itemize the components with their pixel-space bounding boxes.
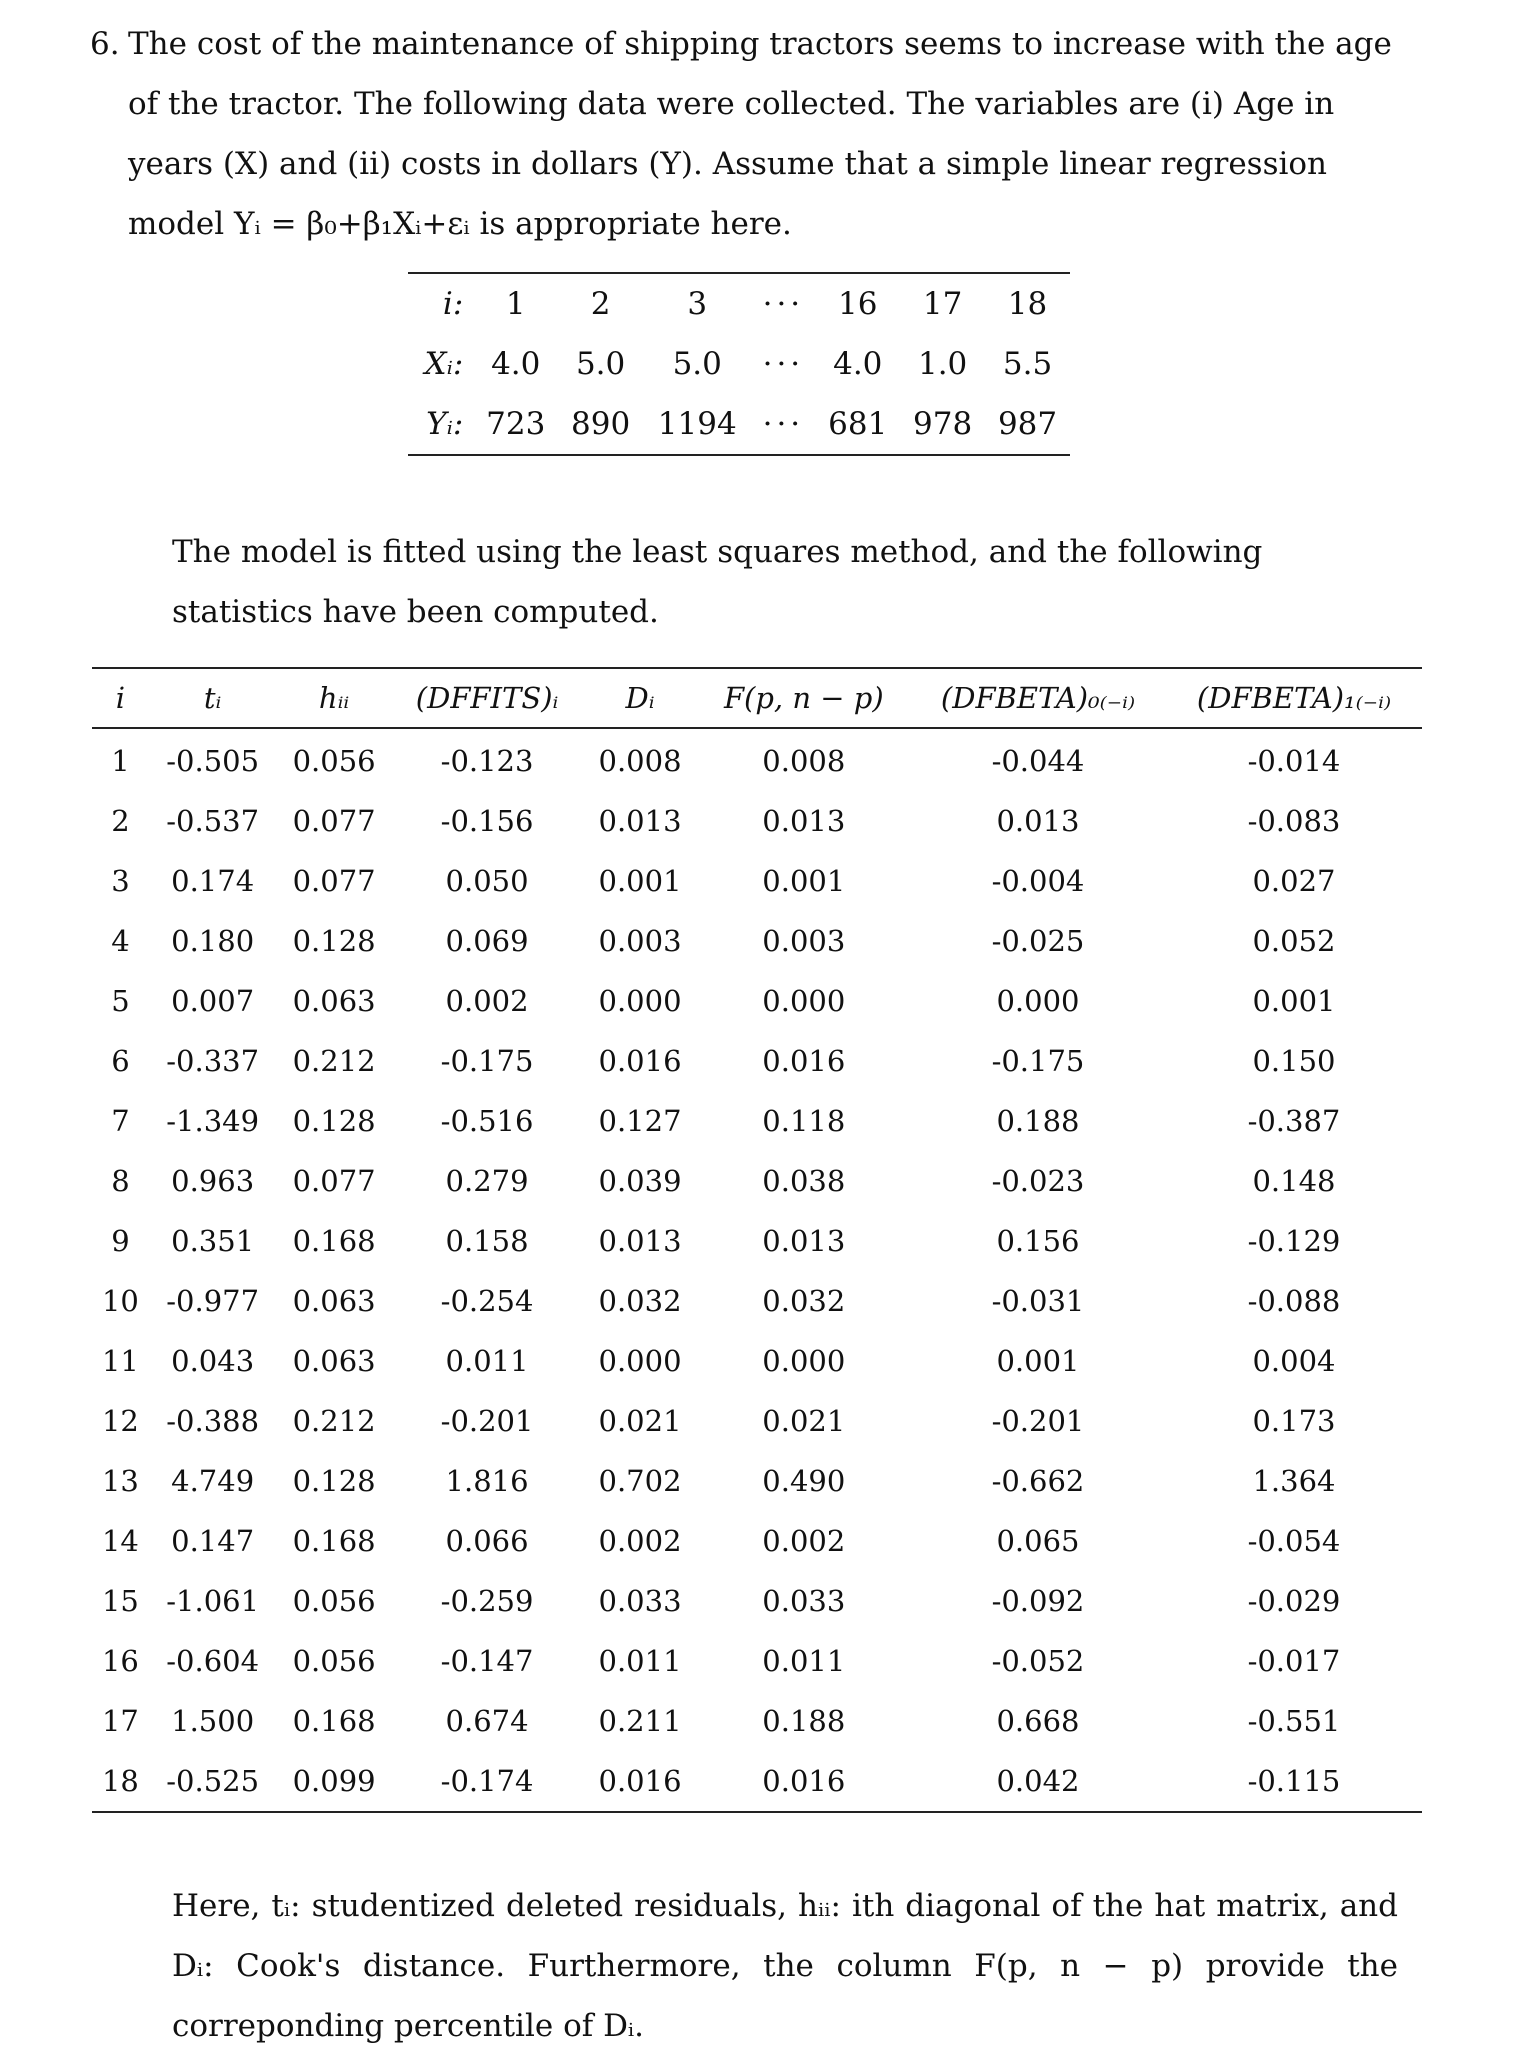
data-cell: ··· [762, 286, 805, 322]
data-cell: 723 [486, 406, 546, 442]
table-cell: -0.052 [991, 1644, 1085, 1678]
table-cell: 0.056 [292, 1584, 376, 1618]
table-cell: 0.021 [762, 1404, 846, 1438]
table-cell: -0.088 [1247, 1284, 1341, 1318]
table-cell: 5 [111, 984, 130, 1018]
table-cell: -0.123 [440, 744, 534, 778]
table-row [92, 791, 1422, 851]
table-cell: 0.156 [996, 1224, 1080, 1258]
table-cell: 0.128 [292, 1104, 376, 1138]
table-cell: 0.002 [598, 1524, 682, 1558]
data-cell: 2 [590, 286, 611, 322]
data-cell: 5.5 [1002, 346, 1053, 382]
table-cell: -0.129 [1247, 1224, 1341, 1258]
table-cell: 0.001 [762, 864, 846, 898]
table-row [92, 1091, 1422, 1151]
table-cell: 0.011 [762, 1644, 846, 1678]
table-cell: 0.001 [1252, 984, 1336, 1018]
table-cell: 0.003 [598, 924, 682, 958]
table-cell: 12 [101, 1404, 139, 1438]
problem-statement [90, 14, 1398, 254]
column-header: tᵢ [203, 681, 222, 715]
table-cell: 0.063 [292, 1344, 376, 1378]
table-cell: 7 [111, 1104, 130, 1138]
table-cell: 0.077 [292, 1164, 376, 1198]
table-cell: 1 [111, 744, 130, 778]
table-cell: 9 [111, 1224, 130, 1258]
data-cell: 4.0 [833, 346, 883, 382]
data-cell: 987 [997, 406, 1058, 442]
data-cell: 681 [828, 406, 888, 442]
table-cell: 0.168 [292, 1224, 376, 1258]
table-cell: 0.279 [445, 1164, 529, 1198]
table-cell: 0.039 [598, 1164, 682, 1198]
table-cell: 0.188 [996, 1104, 1080, 1138]
table-cell: 0.077 [292, 804, 376, 838]
data-cell: ··· [762, 346, 805, 382]
problem-text: The cost of the maintenance of shipping tractors seems to increase with the age of the tractor. The following data were collected. The variables are (i) Age in years (X) and (ii) costs in dollars (Y). Assume that a simple linear regression model Yᵢ = β₀+β₁Xᵢ+εᵢ is appropriate here. [128, 26, 1392, 242]
table-cell: -0.516 [440, 1104, 534, 1138]
table-cell: 0.013 [598, 804, 682, 838]
table-cell: 0.963 [171, 1164, 255, 1198]
table-cell: -0.115 [1247, 1764, 1341, 1798]
data-cell: 1.0 [917, 346, 968, 382]
table-cell: 0.000 [762, 1344, 846, 1378]
table-cell: 0.000 [598, 984, 682, 1018]
table-cell: 0.668 [996, 1704, 1080, 1738]
table-cell: 0.490 [762, 1464, 846, 1498]
table-cell: 0.118 [762, 1104, 846, 1138]
table-row [92, 1571, 1422, 1631]
table-cell: 0.150 [1252, 1044, 1336, 1078]
table-row [92, 1211, 1422, 1271]
data-row [408, 334, 1070, 394]
table-cell: 16 [101, 1644, 139, 1678]
table-cell: 0.011 [598, 1644, 682, 1678]
table-cell: 0.001 [598, 864, 682, 898]
table-cell: 13 [101, 1464, 139, 1498]
table-cell: -0.156 [440, 804, 534, 838]
table-cell: -0.604 [166, 1644, 260, 1678]
table-cell: 0.147 [171, 1524, 255, 1558]
table-row [92, 971, 1422, 1031]
data-cell: 5.0 [672, 346, 722, 382]
table-cell: 0.000 [996, 984, 1080, 1018]
table-cell: 4 [111, 924, 130, 958]
table-cell: -0.044 [991, 744, 1085, 778]
row-label: Xᵢ: [424, 346, 464, 382]
table-cell: 15 [101, 1584, 139, 1618]
table-cell: -0.201 [440, 1404, 534, 1438]
table-cell: 0.099 [292, 1764, 376, 1798]
table-cell: 0.008 [762, 744, 846, 778]
table-cell: 0.013 [996, 804, 1080, 838]
table-cell: 0.174 [171, 864, 255, 898]
table-cell: -0.388 [166, 1404, 260, 1438]
table-cell: 0.016 [762, 1044, 846, 1078]
table-cell: -0.551 [1247, 1704, 1341, 1738]
data-cell: 16 [838, 286, 878, 322]
data-cell: 890 [571, 406, 631, 442]
data-cell: 1194 [657, 406, 737, 442]
data-cell: 1 [505, 286, 526, 322]
column-header: hᵢᵢ [318, 681, 350, 715]
table-cell: 0.011 [445, 1344, 529, 1378]
table-cell: 0.128 [292, 1464, 376, 1498]
table-cell: -0.977 [166, 1284, 260, 1318]
diagnostics-table [92, 667, 1422, 1813]
table-cell: -0.004 [991, 864, 1085, 898]
table-cell: 0.127 [598, 1104, 682, 1138]
data-row [408, 394, 1070, 455]
row-label: Yᵢ: [426, 406, 464, 442]
column-header: i [115, 681, 126, 715]
table-cell: 0.056 [292, 744, 376, 778]
table-cell: 0.002 [445, 984, 529, 1018]
table-cell: 0.016 [598, 1764, 682, 1798]
data-cell: 5.0 [575, 346, 626, 382]
table-cell: 6 [111, 1044, 130, 1078]
table-cell: 0.128 [292, 924, 376, 958]
table-row [92, 1271, 1422, 1331]
table-cell: 0.180 [171, 924, 255, 958]
table-cell: -0.017 [1247, 1644, 1341, 1678]
table-cell: -0.254 [440, 1284, 534, 1318]
data-cell: 17 [922, 286, 963, 322]
table-cell: 14 [101, 1524, 139, 1558]
table-cell: 0.042 [996, 1764, 1080, 1798]
table-cell: 0.013 [762, 1224, 846, 1258]
data-cell: 4.0 [491, 346, 541, 382]
table-cell: -0.029 [1247, 1584, 1341, 1618]
table-cell: 1.816 [445, 1464, 529, 1498]
table-cell: 2 [111, 804, 130, 838]
table-cell: 1.500 [171, 1704, 255, 1738]
table-cell: 8 [111, 1164, 130, 1198]
table-cell: 0.212 [292, 1404, 376, 1438]
data-cell: 3 [687, 286, 708, 322]
table-cell: 0.674 [445, 1704, 529, 1738]
table-cell: 0.063 [292, 984, 376, 1018]
column-header: (DFBETA)₀₍₋ᵢ₎ [940, 681, 1136, 715]
table-cell: 0.351 [171, 1224, 255, 1258]
table-cell: -0.387 [1247, 1104, 1341, 1138]
table-cell: 0.158 [445, 1224, 529, 1258]
table-cell: 1.364 [1252, 1464, 1336, 1498]
table-row [92, 851, 1422, 911]
data-cell: ··· [762, 406, 805, 442]
table-row [92, 1391, 1422, 1451]
table-row [92, 728, 1422, 791]
table-cell: 0.013 [762, 804, 846, 838]
table-cell: 0.188 [762, 1704, 846, 1738]
table-cell: 0.033 [762, 1584, 846, 1618]
table-row [92, 911, 1422, 971]
table-cell: -1.349 [166, 1104, 260, 1138]
table-cell: 0.033 [598, 1584, 682, 1618]
table-cell: 0.003 [762, 924, 846, 958]
table-cell: 0.021 [598, 1404, 682, 1438]
table-cell: 0.008 [598, 744, 682, 778]
table-cell: -0.174 [440, 1764, 534, 1798]
table-row [92, 1631, 1422, 1691]
table-cell: 18 [101, 1764, 139, 1798]
table-cell: 0.013 [598, 1224, 682, 1258]
table-cell: -0.662 [991, 1464, 1085, 1498]
table-cell: 0.069 [445, 924, 529, 958]
table-cell: 4.749 [171, 1464, 255, 1498]
table-cell: 0.032 [762, 1284, 846, 1318]
table-cell: -0.054 [1247, 1524, 1341, 1558]
table-row [92, 1691, 1422, 1751]
table-cell: 0.052 [1252, 924, 1336, 958]
problem-number: 6. [90, 26, 120, 62]
table-row [92, 1151, 1422, 1211]
table-cell: -0.505 [166, 744, 260, 778]
table-cell: -0.175 [440, 1044, 534, 1078]
table-row [92, 1511, 1422, 1571]
data-row [408, 273, 1070, 334]
table-cell: 0.001 [996, 1344, 1080, 1378]
data-table [408, 272, 1070, 456]
footnote: Here, tᵢ: studentized deleted residuals, hᵢᵢ: ith diagonal of the hat matrix, and Dᵢ: Cook's distance. Furthermore, the column F(p, n − p) provide the correponding percentile of Dᵢ. [172, 1888, 1398, 2044]
table-cell: 0.077 [292, 864, 376, 898]
table-cell: 0.027 [1252, 864, 1336, 898]
table-cell: -0.201 [991, 1404, 1085, 1438]
table-cell: 0.702 [598, 1464, 682, 1498]
table-cell: 0.173 [1252, 1404, 1336, 1438]
table-cell: 0.032 [598, 1284, 682, 1318]
table-cell: 0.004 [1252, 1344, 1336, 1378]
table-cell: -0.023 [991, 1164, 1085, 1198]
table-cell: 0.000 [762, 984, 846, 1018]
table-cell: -0.092 [991, 1584, 1085, 1618]
table-cell: 0.016 [762, 1764, 846, 1798]
table-cell: 17 [101, 1704, 139, 1738]
table-cell: -0.337 [166, 1044, 260, 1078]
data-cell: 18 [1007, 286, 1048, 322]
table-cell: -1.061 [166, 1584, 260, 1618]
fit-description: The model is fitted using the least squares method, and the following statistics have been computed. [172, 534, 1263, 630]
table-cell: -0.525 [166, 1764, 260, 1798]
table-cell: -0.031 [991, 1284, 1085, 1318]
table-row [92, 1031, 1422, 1091]
table-cell: 0.056 [292, 1644, 376, 1678]
column-header: (DFFITS)ᵢ [415, 681, 559, 715]
table-cell: -0.175 [991, 1044, 1085, 1078]
table-cell: 0.212 [292, 1044, 376, 1078]
data-cell: 978 [913, 406, 973, 442]
table-cell: 0.050 [445, 864, 529, 898]
table-cell: 0.148 [1252, 1164, 1336, 1198]
table-cell: 0.000 [598, 1344, 682, 1378]
column-header: Dᵢ [625, 681, 655, 715]
table-cell: -0.083 [1247, 804, 1341, 838]
table-row [92, 1751, 1422, 1812]
table-cell: 0.168 [292, 1524, 376, 1558]
table-cell: 0.063 [292, 1284, 376, 1318]
table-cell: 10 [101, 1284, 139, 1318]
table-cell: 0.002 [762, 1524, 846, 1558]
table-cell: -0.537 [166, 804, 260, 838]
table-cell: -0.147 [440, 1644, 534, 1678]
column-header: (DFBETA)₁₍₋ᵢ₎ [1196, 681, 1392, 715]
table-cell: 0.038 [762, 1164, 846, 1198]
table-cell: 0.016 [598, 1044, 682, 1078]
table-cell: -0.014 [1247, 744, 1341, 778]
table-row [92, 1451, 1422, 1511]
table-cell: -0.025 [991, 924, 1085, 958]
table-cell: 0.007 [171, 984, 255, 1018]
table-cell: 0.043 [171, 1344, 255, 1378]
table-cell: 0.065 [996, 1524, 1080, 1558]
table-row [92, 1331, 1422, 1391]
row-label: i: [442, 286, 464, 322]
table-cell: -0.259 [440, 1584, 534, 1618]
table-cell: 11 [101, 1344, 139, 1378]
table-cell: 0.168 [292, 1704, 376, 1738]
column-header: F(p, n − p) [723, 681, 884, 715]
table-cell: 3 [111, 864, 130, 898]
table-cell: 0.066 [445, 1524, 529, 1558]
table-cell: 0.211 [598, 1704, 682, 1738]
